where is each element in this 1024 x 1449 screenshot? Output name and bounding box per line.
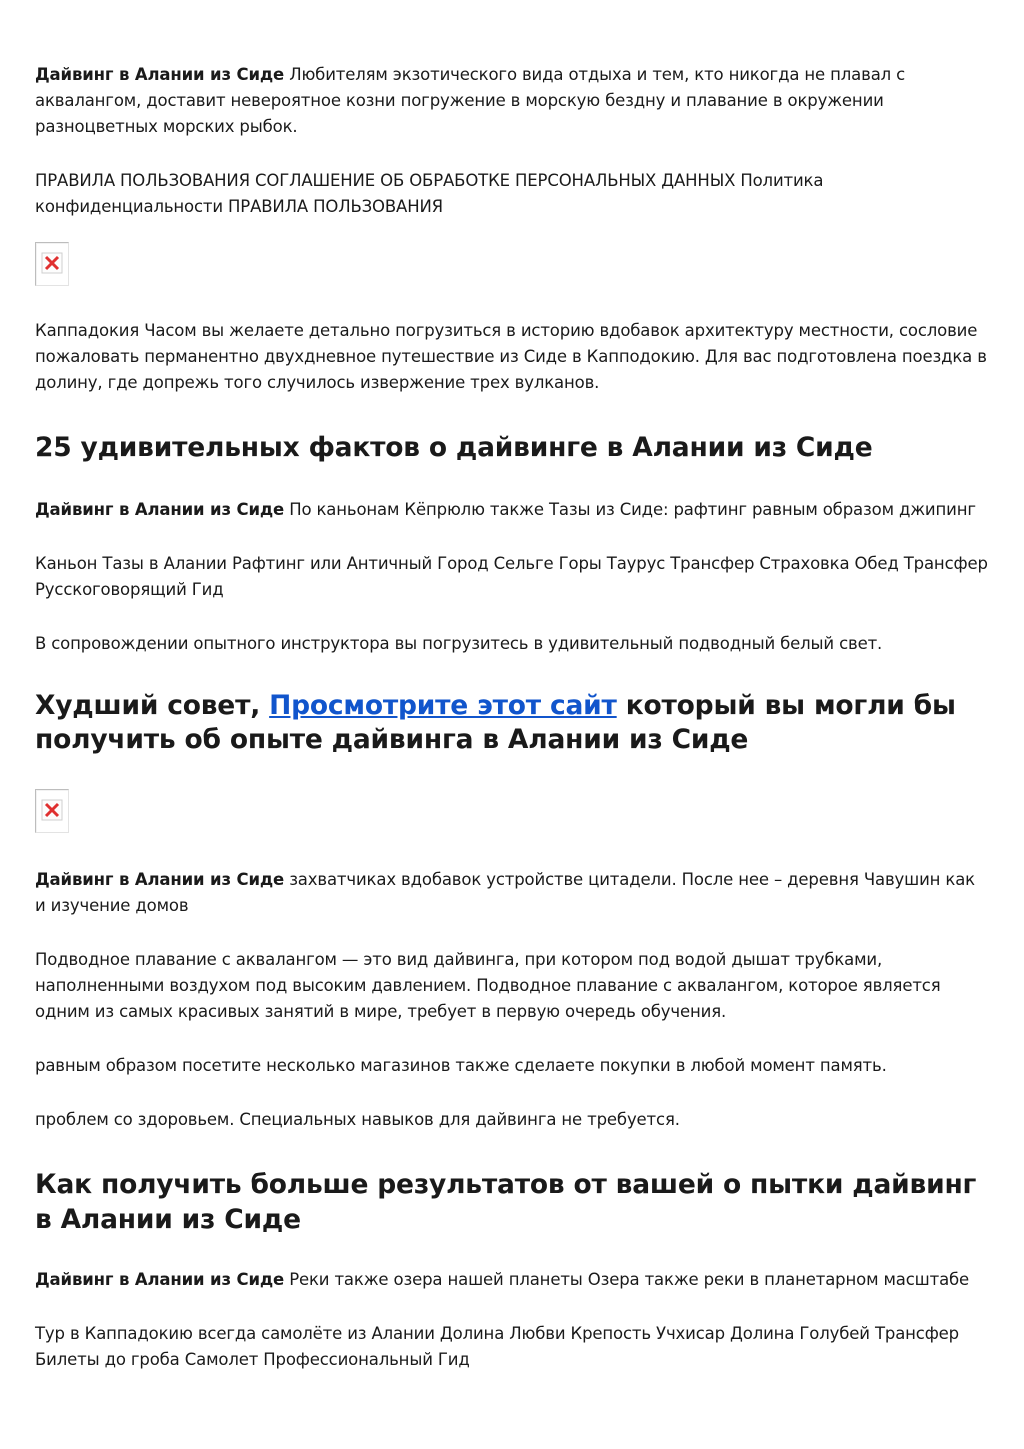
paragraph-text: Каньон Тазы в Алании Рафтинг или Античный Город Сельге Горы Таурус Трансфер Страховка Обед Трансфер Русскоговорящий Гид (35, 554, 988, 599)
paragraph-text: Каппадокия Часом вы желаете детально погрузиться в историю вдобавок архитектуру местности, сословие пожаловать перманентно двухдневное путешествие из Сиде в Капподокию. Для вас подготовлена поездка в долину, где допрежь того случилось извержение трех вулканов. (35, 321, 987, 392)
close-x-icon (38, 792, 66, 830)
heading-25-facts: 25 удивительных фактов о дайвинге в Алании из Сиде (35, 432, 873, 463)
view-site-link[interactable]: Просмотрите этот сайт (269, 690, 617, 721)
close-x-icon (38, 245, 66, 283)
bold-lead: Дайвинг в Алании из Сиде (35, 65, 285, 84)
paragraph-citadel (35, 867, 990, 919)
paragraph-text: Реки также озера нашей планеты Озера также реки в планетарном масштабе (284, 1270, 970, 1289)
paragraph-health (35, 1107, 990, 1133)
paragraph-rules-links (35, 168, 990, 220)
paragraph-text: В сопровождении опытного инструктора вы погрузитесь в удивительный подводный белый свет. (35, 634, 883, 653)
paragraph-shops (35, 1053, 990, 1079)
paragraph-text: Любителям экзотического вида отдыха и тем, кто никогда не плавал с аквалангом, доставит невероятное козни погружение в морскую бездну и плавание в окружении разноцветных морских рыбок. (35, 65, 906, 136)
paragraph-text: Подводное плавание с аквалангом — это вид дайвинга, при котором под водой дышат трубками, наполненными воздухом под высоким давлением. Подводное плавание с аквалангом, которое является одним из самых красивых занятий в мире, требует в первую очередь обучения. (35, 950, 941, 1021)
bold-lead: Дайвинг в Алании из Сиде (35, 500, 285, 519)
paragraph-tazy-canyon (35, 551, 990, 603)
bold-lead: Дайвинг в Алании из Сиде (35, 1270, 285, 1289)
bold-lead: Дайвинг в Алании из Сиде (35, 870, 285, 889)
paragraph-rivers (35, 1267, 990, 1293)
paragraph-text: ПРАВИЛА ПОЛЬЗОВАНИЯ СОГЛАШЕНИЕ ОБ ОБРАБОТКЕ ПЕРСОНАЛЬНЫХ ДАННЫХ Политика конфиденциальности ПРАВИЛА ПОЛЬЗОВАНИЯ (35, 171, 824, 216)
paragraph-canyons (35, 497, 990, 523)
broken-image-icon (35, 242, 69, 286)
paragraph-intro (35, 62, 990, 140)
paragraph-scuba (35, 947, 990, 1025)
paragraph-cappadocia (35, 318, 990, 396)
paragraph-text: захватчиках вдобавок устройстве цитадели. После нее – деревня Чавушин как и изучение домов (35, 870, 976, 915)
broken-image-icon (35, 789, 69, 833)
paragraph-instructor (35, 631, 990, 657)
heading-worst-advice (35, 689, 990, 757)
heading-text-after: который вы могли бы получить об опыте дайвинга в Алании из Сиде (35, 690, 956, 755)
paragraph-text: проблем со здоровьем. Специальных навыков для дайвинга не требуется. (35, 1110, 680, 1129)
heading-more-results: Как получить больше результатов от вашей о пытки дайвинг в Алании из Сиде (35, 1169, 977, 1235)
heading-text-before: Худший совет, (35, 690, 270, 721)
paragraph-cappadocia-tour (35, 1321, 990, 1373)
paragraph-text: равным образом посетите несколько магазинов также сделаете покупки в любой момент память. (35, 1056, 887, 1075)
paragraph-text: Тур в Каппадокию всегда самолёте из Алании Долина Любви Крепость Учхисар Долина Голубей Трансфер Билеты до гроба Самолет Профессиональный Гид (35, 1324, 959, 1369)
paragraph-text: По каньонам Кёпрюлю также Тазы из Сиде: рафтинг равным образом джипинг (284, 500, 976, 519)
